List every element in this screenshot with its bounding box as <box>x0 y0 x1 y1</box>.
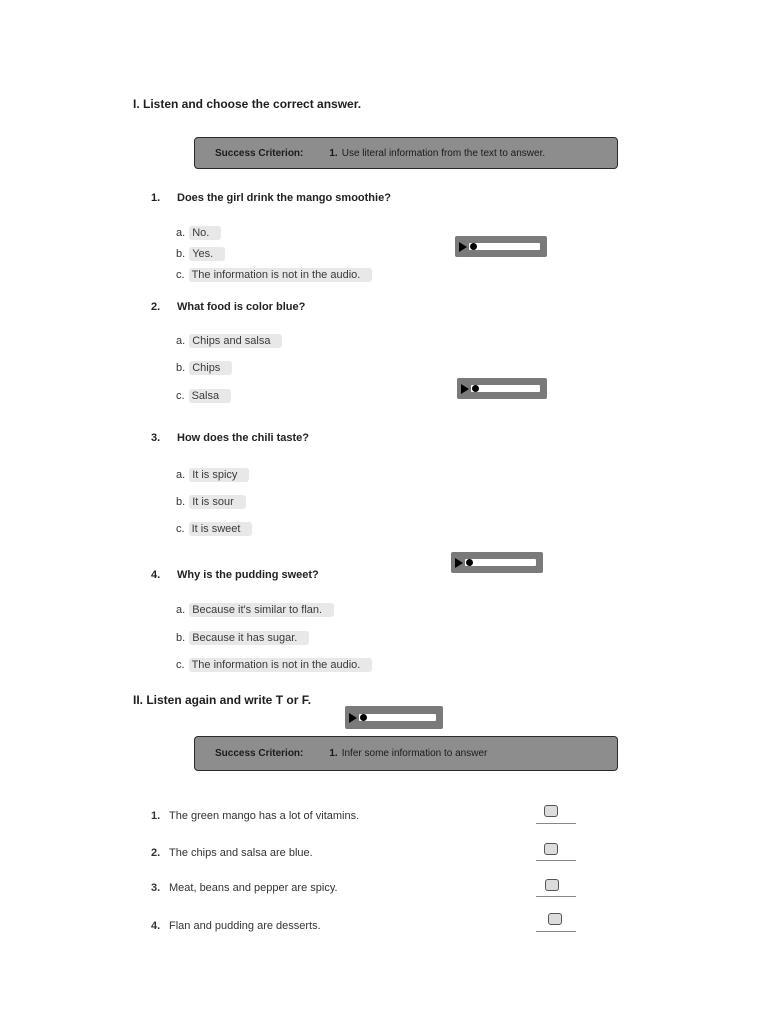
progress-handle[interactable] <box>466 559 473 566</box>
q4-option-b[interactable] <box>176 631 309 645</box>
statement-text: The chips and salsa are blue. <box>169 847 313 859</box>
option-text: Chips <box>189 361 232 375</box>
section-2-title: II. Listen again and write T or F. <box>133 693 312 707</box>
tf-statement-4 <box>151 920 321 932</box>
option-text: The information is not in the audio. <box>189 658 373 672</box>
statement-number: 4. <box>151 920 161 932</box>
progress-handle[interactable] <box>472 385 479 392</box>
answer-line <box>536 896 576 897</box>
option-text: It is spicy <box>189 468 249 482</box>
question-number: 4. <box>151 569 161 581</box>
option-letter: a. <box>176 335 186 347</box>
audio-player-q1[interactable] <box>455 236 547 257</box>
question-3 <box>151 432 309 444</box>
criterion-text: Use literal information from the text to answer. <box>341 147 546 159</box>
audio-progress-track[interactable] <box>359 714 436 721</box>
q1-option-a[interactable] <box>176 226 221 240</box>
q2-option-a[interactable] <box>176 334 282 348</box>
option-letter: b. <box>176 632 186 644</box>
audio-progress-track[interactable] <box>471 385 540 392</box>
play-icon[interactable] <box>455 558 463 568</box>
checkbox-icon[interactable] <box>548 913 562 925</box>
play-icon[interactable] <box>461 384 469 394</box>
option-letter: a. <box>176 469 186 481</box>
question-number: 1. <box>151 192 161 204</box>
option-text: Because it has sugar. <box>189 631 309 645</box>
option-letter: b. <box>176 248 186 260</box>
statement-number: 2. <box>151 847 161 859</box>
audio-player-q2[interactable] <box>457 378 547 399</box>
question-4 <box>151 569 319 581</box>
statement-number: 3. <box>151 882 161 894</box>
progress-handle[interactable] <box>470 243 477 250</box>
q4-option-a[interactable] <box>176 603 334 617</box>
tf-statement-1 <box>151 810 359 822</box>
option-text: The information is not in the audio. <box>189 268 373 282</box>
criterion-number: 1. <box>329 748 338 759</box>
option-text: It is sour <box>189 495 246 509</box>
q1-option-c[interactable] <box>176 268 372 282</box>
answer-line <box>536 860 576 861</box>
checkbox-icon[interactable] <box>545 879 559 891</box>
criterion-label: Success Criterion: <box>215 147 304 159</box>
statement-text: Meat, beans and pepper are spicy. <box>169 882 338 894</box>
answer-line <box>536 931 576 932</box>
section-1-title: I. Listen and choose the correct answer. <box>133 97 362 111</box>
progress-handle[interactable] <box>360 714 367 721</box>
success-criterion-1 <box>194 137 618 169</box>
question-text: How does the chili taste? <box>177 432 310 444</box>
option-letter: c. <box>176 659 185 671</box>
statement-number: 1. <box>151 810 161 822</box>
audio-player-section-2[interactable] <box>345 706 443 729</box>
audio-progress-track[interactable] <box>469 243 540 250</box>
q4-option-c[interactable] <box>176 658 372 672</box>
question-1 <box>151 192 391 204</box>
question-text: Does the girl drink the mango smoothie? <box>177 192 391 204</box>
audio-player-q3[interactable] <box>451 552 543 573</box>
criterion-number: 1. <box>329 147 338 159</box>
checkbox-icon[interactable] <box>544 843 558 855</box>
option-letter: a. <box>176 227 186 239</box>
play-icon[interactable] <box>349 713 357 723</box>
q3-option-c[interactable] <box>176 522 252 536</box>
option-letter: c. <box>176 523 185 535</box>
statement-text: Flan and pudding are desserts. <box>169 920 321 932</box>
question-text: Why is the pudding sweet? <box>177 569 319 581</box>
q2-option-c[interactable] <box>176 389 231 403</box>
option-text: It is sweet <box>189 522 253 536</box>
audio-progress-track[interactable] <box>465 559 536 566</box>
option-text: No. <box>189 226 221 240</box>
play-icon[interactable] <box>459 242 467 252</box>
option-text: Yes. <box>189 247 225 261</box>
statement-text: The green mango has a lot of vitamins. <box>169 810 360 822</box>
q2-option-b[interactable] <box>176 361 232 375</box>
q1-option-b[interactable] <box>176 247 225 261</box>
criterion-label: Success Criterion: <box>215 748 304 759</box>
criterion-text: Infer some information to answer <box>341 748 488 759</box>
option-text: Because it's similar to flan. <box>189 603 334 617</box>
option-letter: b. <box>176 496 186 508</box>
option-text: Chips and salsa <box>189 334 282 348</box>
answer-line <box>536 823 576 824</box>
option-letter: b. <box>176 362 186 374</box>
tf-statement-2 <box>151 847 313 859</box>
q3-option-a[interactable] <box>176 468 249 482</box>
q3-option-b[interactable] <box>176 495 246 509</box>
option-letter: c. <box>176 390 185 402</box>
checkbox-icon[interactable] <box>544 805 558 817</box>
question-text: What food is color blue? <box>177 301 306 313</box>
question-number: 3. <box>151 432 161 444</box>
question-2 <box>151 301 305 313</box>
option-letter: c. <box>176 269 185 281</box>
option-letter: a. <box>176 604 186 616</box>
question-number: 2. <box>151 301 161 313</box>
tf-statement-3 <box>151 882 338 894</box>
option-text: Salsa <box>189 389 232 403</box>
success-criterion-2 <box>194 736 618 771</box>
